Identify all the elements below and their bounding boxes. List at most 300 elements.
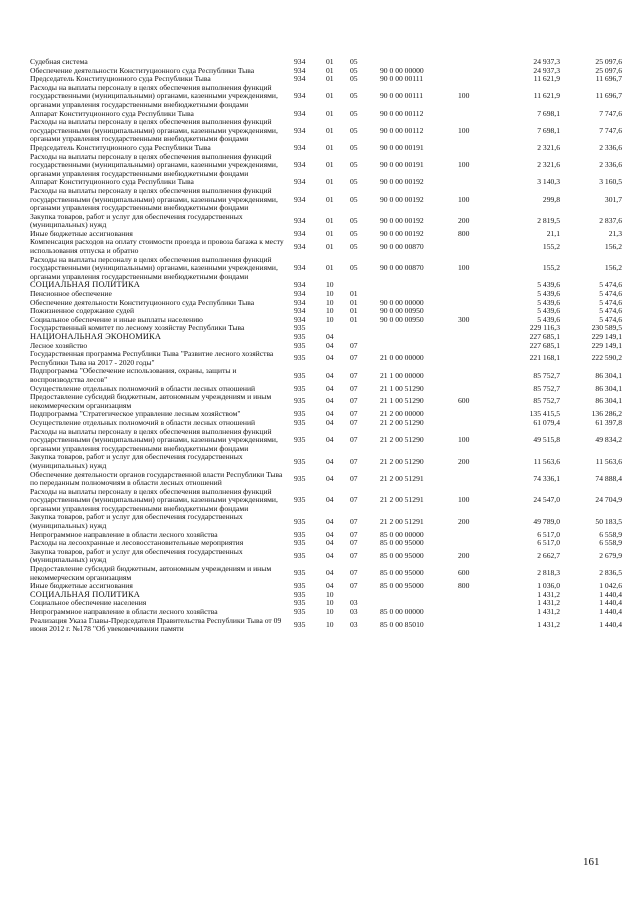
amount-year-1: 1 431,2 [537,599,560,608]
amount-year-1: 85 752,7 [533,384,560,393]
expense-type-code: 100 [458,160,470,170]
table-row [30,256,622,282]
target-article-code: 90 0 00 00112 [380,125,424,135]
amount-year-2: 11 696,7 [595,75,622,84]
amount-year-1: 1 036,0 [537,582,560,591]
amount-year-1: 21,1 [546,229,560,238]
ved-code: 934 [294,290,306,299]
row-name: Социальное обеспечение населения [30,598,147,608]
expense-type-code: 800 [458,229,470,238]
amount-year-1: 24 937,3 [533,58,560,66]
ved-code: 935 [294,530,306,539]
row-name: Председатель Конституционного суда Республики Тыва [30,142,211,152]
section-code: 10 [326,619,334,629]
subsection-code: 07 [350,384,358,393]
target-article-code: 90 0 00 00111 [380,91,424,101]
subsection-code: 01 [350,298,358,307]
subsection-code: 05 [350,229,358,238]
section-code: 04 [326,410,334,419]
ved-code: 935 [294,333,306,341]
subsection-code: 01 [350,290,358,299]
section-code: 01 [326,66,334,75]
amount-year-1: 2 321,6 [537,160,560,170]
expense-type-code: 100 [458,495,470,505]
expense-type-code [458,350,500,367]
amount-year-1: 74 336,1 [533,473,560,483]
expense-type-code [458,333,500,342]
subsection-code: 07 [350,410,358,419]
row-name: Государственный комитет по лесному хозяйству Республики Тыва [30,323,245,333]
expense-type-code: 100 [458,125,470,135]
target-article-code: 85 0 00 95000 [380,568,424,578]
row-name: Расходы на выплаты персоналу в целях обеспечения выполнения функций государственными (муниципальными) органами, казенными учреждениями, органами управления государственными внебюджетными фондами [30,486,278,513]
target-article-code [380,342,458,351]
row-name: Осуществление отдельных полномочий в области лесных отношений [30,417,256,427]
expense-type-code [458,67,500,76]
subsection-code [350,281,380,290]
expense-type-code: 100 [458,435,470,445]
table-row [30,617,622,634]
section-code: 01 [326,229,334,238]
subsection-code: 05 [350,75,358,84]
subsection-code: 05 [350,263,358,273]
ved-code: 935 [294,353,306,363]
section-code: 04 [326,396,334,406]
row-name: Непрограммное направление в области лесного хозяйства [30,607,218,616]
subsection-code: 07 [350,473,358,483]
amount-year-2: 5 474,6 [599,315,622,324]
subsection-code: 07 [350,539,358,548]
ved-code: 935 [294,410,306,419]
ved-code: 934 [294,307,306,316]
ved-code: 934 [294,194,306,204]
expense-type-code [458,419,500,428]
ved-code: 934 [294,229,306,238]
amount-year-2: 25 097,6 [595,66,622,75]
expense-type-code: 100 [458,263,470,273]
amount-year-1: 221 168,1 [529,353,560,363]
ved-code: 934 [294,315,306,324]
row-name: Обеспечение деятельности Конституционного суда Республики Тыва [30,297,255,307]
amount-year-1: 5 439,6 [537,307,560,316]
amount-year-2: 74 888,4 [595,473,622,483]
target-article-code [380,333,458,342]
expense-type-code [458,307,500,316]
ved-code: 935 [294,473,306,483]
ved-code: 934 [294,143,306,152]
amount-year-2: 156,2 [604,241,622,251]
ved-code: 934 [294,178,306,187]
amount-year-1: 6 517,0 [537,539,560,548]
expense-type-code [458,385,500,394]
table-row [30,333,622,342]
target-article-code: 21 1 00 51290 [380,384,424,393]
subsection-code: 07 [350,568,358,578]
amount-year-2: 222 590,2 [591,353,622,363]
ved-code: 935 [294,456,306,466]
section-code: 10 [326,590,334,599]
amount-year-1: 5 439,6 [537,298,560,307]
target-article-code [380,599,458,608]
target-article-code [380,591,458,600]
ved-code: 935 [294,324,306,333]
subsection-code: 07 [350,435,358,445]
target-article-code: 90 0 00 00192 [380,215,424,225]
subsection-code: 07 [350,551,358,561]
subsection-code: 03 [350,599,358,608]
row-name: НАЦИОНАЛЬНАЯ ЭКОНОМИКА [30,332,162,341]
amount-year-1: 5 439,6 [537,315,560,324]
ved-code: 934 [294,75,306,84]
expense-type-code [458,531,500,540]
section-code: 01 [326,263,334,273]
section-code: 04 [326,370,334,380]
table-row [30,393,622,410]
subsection-code: 07 [350,418,358,427]
row-name: Предоставление субсидий бюджетным, автономным учреждениям и иным некоммерческим организациям [30,564,272,582]
section-code: 04 [326,333,334,341]
amount-year-2: 7 747,6 [599,109,622,118]
subsection-code: 07 [350,396,358,406]
amount-year-1: 227 685,1 [529,341,560,350]
target-article-code: 21 2 00 51290 [380,456,424,466]
amount-year-1: 1 431,2 [537,590,560,599]
subsection-code: 07 [350,370,358,380]
ved-code: 935 [294,341,306,350]
ved-code: 935 [294,396,306,406]
amount-year-1: 135 415,5 [529,410,560,419]
amount-year-2: 156,2 [604,263,622,273]
row-name: Расходы на выплаты персоналу в целях обеспечения выполнения функций государственными (муниципальными) органами, казенными учреждениями, органами управления государственными внебюджетными фондами [30,151,278,178]
subsection-code: 03 [350,619,358,629]
section-code: 10 [326,315,334,324]
target-article-code: 90 0 00 00950 [380,315,424,324]
section-code: 04 [326,530,334,539]
amount-year-2: 230 589,5 [591,324,622,333]
target-article-code: 21 2 00 51290 [380,435,424,445]
target-article-code: 90 0 00 00192 [380,194,424,204]
subsection-code: 07 [350,456,358,466]
expense-type-code: 200 [458,215,470,225]
target-article-code: 90 0 00 00111 [380,75,424,84]
amount-year-2: 2 836,5 [599,568,622,578]
ved-code: 935 [294,370,306,380]
amount-year-1: 155,2 [542,263,560,273]
amount-year-1: 6 517,0 [537,530,560,539]
target-article-code [380,281,458,290]
section-code: 04 [326,435,334,445]
expense-type-code [458,299,500,308]
target-article-code: 21 2 00 51291 [380,516,424,526]
row-name: Предоставление субсидий бюджетным, автономным учреждениям и иным некоммерческим организациям [30,392,272,410]
ved-code: 935 [294,539,306,548]
row-name: Подпрограмма "Обеспечение использования, охраны, защиты и воспроизводства лесов" [30,366,237,384]
amount-year-2: 11 563,6 [595,456,622,466]
ved-code: 934 [294,298,306,307]
section-code: 01 [326,58,334,66]
section-code: 01 [326,75,334,84]
row-name: Аппарат Конституционного суда Республики Тыва [30,177,194,187]
subsection-code: 05 [350,125,358,135]
subsection-code: 03 [350,608,358,616]
ved-code: 934 [294,58,306,66]
budget-table-body [30,58,622,634]
amount-year-1: 24 547,0 [533,495,560,505]
row-name: Лесное хозяйство [30,340,88,350]
ved-code: 934 [294,241,306,251]
row-name: Осуществление отдельных полномочий в области лесных отношений [30,383,256,393]
target-article-code: 90 0 00 00192 [380,178,424,187]
section-code: 10 [326,290,334,299]
expense-type-code [458,58,500,67]
target-article-code: 90 0 00 00000 [380,298,424,307]
expense-type-code [458,591,500,600]
amount-year-1: 11 621,9 [533,75,560,84]
section-code: 01 [326,160,334,170]
budget-table [30,58,622,634]
expense-type-code [458,144,500,153]
subsection-code: 05 [350,178,358,187]
expense-type-code [458,342,500,351]
amount-year-1: 2 819,5 [537,215,560,225]
amount-year-1: 2 662,7 [537,551,560,561]
page-number: 161 [583,856,600,868]
target-article-code: 21 2 00 51290 [380,418,424,427]
row-name: Аппарат Конституционного суда Республики Тыва [30,108,194,118]
row-name: Расходы на выплаты персоналу в целях обеспечения выполнения функций государственными (муниципальными) органами, казенными учреждениями, органами управления государственными внебюджетными фондами [30,185,278,213]
amount-year-1: 227 685,1 [529,333,560,341]
amount-year-1: 24 937,3 [533,66,560,75]
table-row [30,565,622,582]
expense-type-code: 200 [458,456,470,466]
expense-type-code [458,110,500,119]
subsection-code: 05 [350,91,358,101]
amount-year-2: 5 474,6 [599,281,622,290]
row-name: Председатель Конституционного суда Республики Тыва [30,74,211,84]
table-row [30,453,622,470]
row-name: Закупка товаров, работ и услуг для обеспечения государственных (муниципальных) нужд [30,211,243,230]
section-code: 04 [326,341,334,350]
target-article-code: 85 0 00 95000 [380,582,424,591]
expense-type-code [458,290,500,299]
row-name: Обеспечение деятельности органов государственной власти Республики Тыва по переданным полномочиям в области лесных отношений [30,469,283,488]
expense-type-code [458,608,500,617]
expense-type-code [458,471,500,488]
expense-type-code [458,599,500,608]
subsection-code: 07 [350,530,358,539]
ved-code: 935 [294,516,306,526]
amount-year-2: 61 397,8 [595,418,622,427]
target-article-code [380,324,458,333]
amount-year-1: 61 079,4 [533,418,560,427]
row-name: Судебная система [30,57,88,66]
section-code: 04 [326,582,334,591]
target-article-code [380,58,458,67]
row-name: Пенсионное обеспечение [30,289,112,299]
amount-year-1: 2 321,6 [537,143,560,152]
amount-year-2: 301,7 [604,194,622,204]
target-article-code: 21 2 00 51291 [380,473,424,483]
target-article-code: 90 0 00 00000 [380,66,424,75]
row-name: Расходы на выплаты персоналу в целях обеспечения выполнения функций государственными (муниципальными) органами, казенными учреждениями, органами управления государственными внебюджетными фондами [30,117,278,144]
section-code: 01 [326,194,334,204]
target-article-code: 90 0 00 00191 [380,143,424,152]
expense-type-code [458,75,500,84]
amount-year-1: 5 439,6 [537,281,560,290]
ved-code: 934 [294,66,306,75]
expense-type-code [458,367,500,384]
amount-year-1: 49 789,0 [533,516,560,526]
section-code: 01 [326,125,334,135]
row-name: Иные бюджетные ассигнования [30,228,133,238]
expense-type-code [458,238,500,255]
amount-year-2: 1 440,4 [599,619,622,629]
ved-code: 935 [294,418,306,427]
amount-year-1: 5 439,6 [537,290,560,299]
table-row [30,238,622,255]
amount-year-1: 3 140,3 [537,178,560,187]
table-row [30,213,622,230]
amount-year-2: 229 149,1 [591,333,622,341]
amount-year-1: 85 752,7 [533,370,560,380]
expense-type-code [458,281,500,290]
subsection-code: 07 [350,516,358,526]
target-article-code: 90 0 00 00870 [380,241,424,251]
ved-code: 935 [294,568,306,578]
section-code: 01 [326,178,334,187]
amount-year-2: 3 160,5 [599,178,622,187]
amount-year-2: 5 474,6 [599,290,622,299]
ved-code: 935 [294,551,306,561]
ved-code: 934 [294,109,306,118]
section-code: 04 [326,539,334,548]
section-code: 10 [326,599,334,608]
subsection-code: 05 [350,66,358,75]
row-name: Пожизненное содержание судей [30,306,135,316]
table-row [30,118,622,144]
section-code: 04 [326,473,334,483]
target-article-code: 85 0 00 00000 [380,530,424,539]
section-code: 04 [326,516,334,526]
subsection-code: 05 [350,215,358,225]
target-article-code: 21 2 00 00000 [380,410,424,419]
subsection-code [350,591,380,600]
row-name: СОЦИАЛЬНАЯ ПОЛИТИКА [30,280,141,290]
subsection-code: 05 [350,160,358,170]
section-code: 04 [326,456,334,466]
ved-code: 934 [294,125,306,135]
ved-code: 934 [294,91,306,101]
expense-type-code: 200 [458,551,470,561]
amount-year-1: 7 698,1 [537,109,560,118]
ved-code: 935 [294,435,306,445]
subsection-code: 05 [350,109,358,118]
target-article-code: 90 0 00 00950 [380,307,424,316]
row-name: Расходы на выплаты персоналу в целях обеспечения выполнения функций государственными (муниципальными) органами, казенными учреждениями, органами управления государственными внебюджетными фондами [30,82,278,109]
amount-year-2: 2 336,6 [599,160,622,170]
row-name: Иные бюджетные ассигнования [30,581,133,591]
target-article-code: 21 1 00 00000 [380,370,424,380]
amount-year-2: 49 834,2 [595,435,622,445]
row-name: Закупка товаров, работ и услуг для обеспечения государственных (муниципальных) нужд [30,452,243,470]
subsection-code [350,324,380,333]
amount-year-1: 229 116,3 [529,324,560,333]
amount-year-2: 2 837,6 [599,215,622,225]
amount-year-1: 85 752,7 [533,396,560,406]
row-name: Компенсация расходов на оплату стоимости проезда и провоза багажа к месту использования отпуска и обратно [30,237,284,256]
section-code: 04 [326,353,334,363]
amount-year-1: 11 621,9 [533,91,560,101]
row-name: Государственная программа Республики Тыва "Развитие лесного хозяйства Республики Тыва на 2017 - 2020 годы" [30,349,274,367]
table-row [30,153,622,179]
amount-year-2: 86 304,1 [595,370,622,380]
target-article-code: 90 0 00 00870 [380,263,424,273]
target-article-code: 85 0 00 00000 [380,608,424,616]
subsection-code: 07 [350,353,358,363]
expense-type-code [458,539,500,548]
section-code: 04 [326,418,334,427]
ved-code: 935 [294,495,306,505]
subsection-code: 01 [350,307,358,316]
row-name: Социальное обеспечение и иные выплаты населению [30,314,203,324]
amount-year-2: 50 183,5 [595,516,622,526]
table-row [30,428,622,454]
expense-type-code [458,410,500,419]
ved-code: 935 [294,582,306,591]
table-row [30,513,622,530]
target-article-code: 21 0 00 00000 [380,353,424,363]
table-row [30,281,622,290]
amount-year-2: 24 704,9 [595,495,622,505]
amount-year-1: 1 431,2 [537,608,560,616]
subsection-code: 07 [350,582,358,591]
expense-type-code: 600 [458,396,470,406]
section-code: 01 [326,109,334,118]
section-code: 01 [326,241,334,251]
amount-year-2: 5 474,6 [599,298,622,307]
subsection-code: 05 [350,143,358,152]
amount-year-1: 49 515,8 [533,435,560,445]
amount-year-2: 11 696,7 [595,91,622,101]
ved-code: 935 [294,619,306,629]
row-name: Непрограммное направление в области лесного хозяйства [30,529,218,539]
amount-year-2: 7 747,6 [599,125,622,135]
section-code: 10 [326,281,334,290]
table-row [30,84,622,110]
row-name: Закупка товаров, работ и услуг для обеспечения государственных (муниципальных) нужд [30,546,243,565]
expense-type-code: 600 [458,568,470,578]
subsection-code: 05 [350,58,358,66]
amount-year-2: 6 558,9 [599,539,622,548]
table-row [30,488,622,514]
expense-type-code [458,178,500,187]
expense-type-code: 100 [458,194,470,204]
amount-year-1: 299,8 [542,194,560,204]
expense-type-code: 100 [458,91,470,101]
ved-code: 934 [294,160,306,170]
ved-code: 934 [294,281,306,290]
expense-type-code [458,617,500,634]
amount-year-1: 11 563,6 [533,456,560,466]
target-article-code: 90 0 00 00192 [380,229,424,238]
ved-code: 935 [294,608,306,616]
amount-year-2: 1 440,4 [599,590,622,599]
subsection-code: 01 [350,315,358,324]
row-name: Обеспечение деятельности Конституционного суда Республики Тыва [30,65,255,75]
row-name: Расходы на выплаты персоналу в целях обеспечения выполнения функций государственными (муниципальными) органами, казенными учреждениями, органами управления государственными внебюджетными фондами [30,254,278,281]
amount-year-1: 7 698,1 [537,125,560,135]
target-article-code: 85 0 00 85010 [380,619,424,629]
